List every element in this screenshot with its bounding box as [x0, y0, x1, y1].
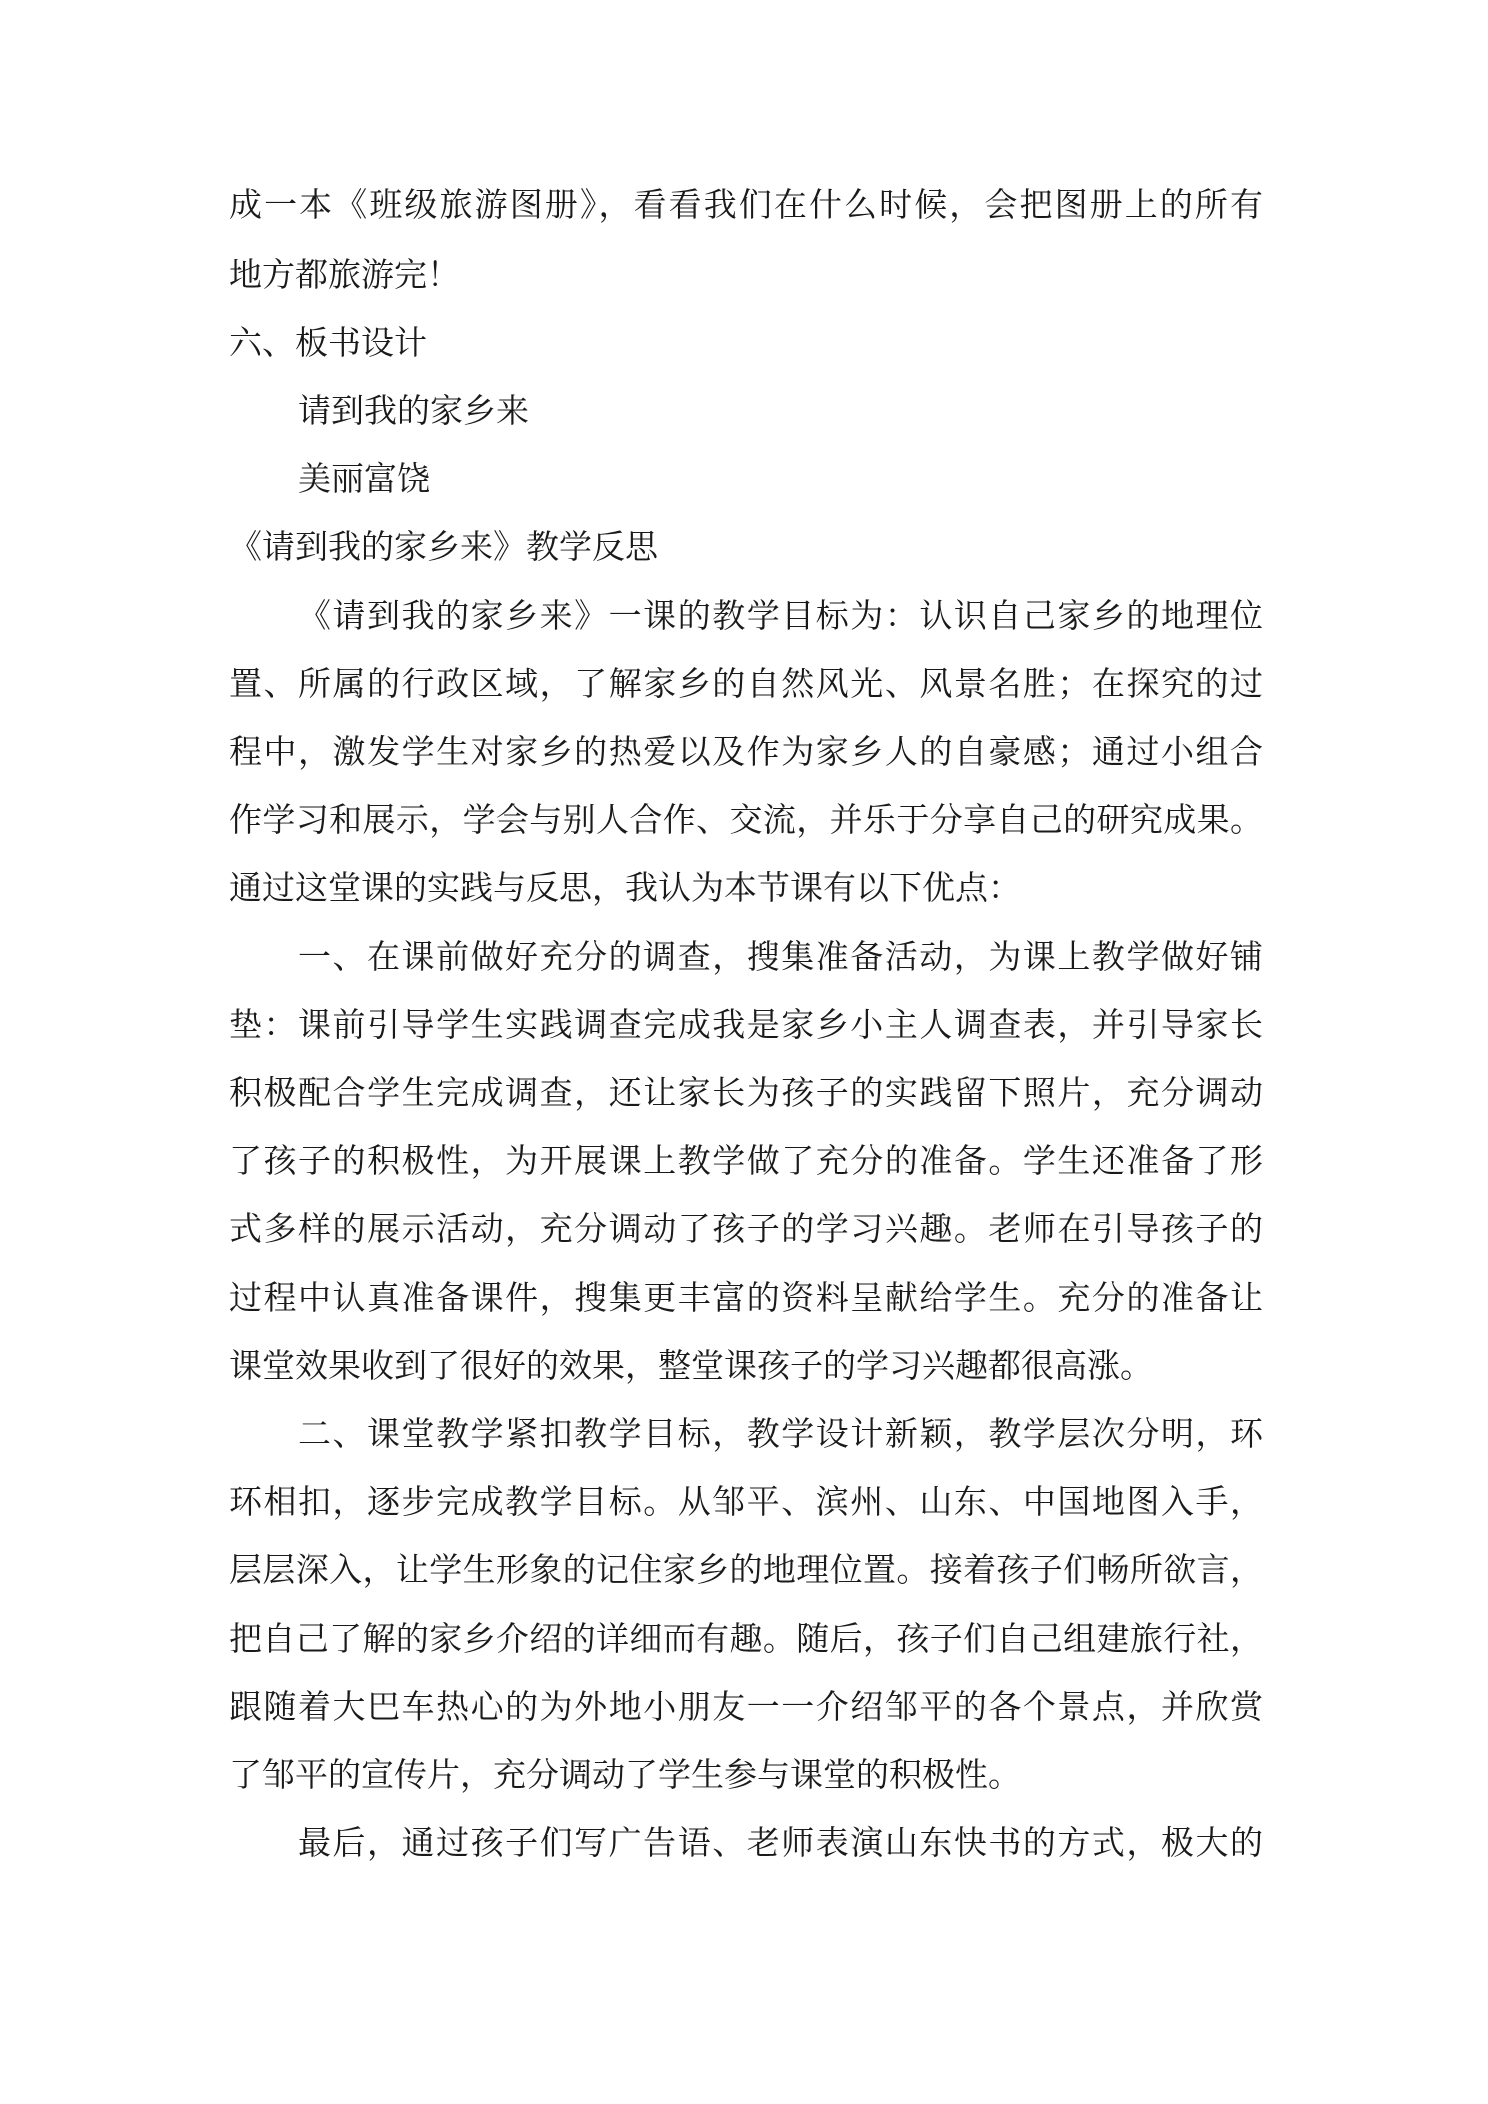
- text-line: 式多样的展示活动，充分调动了孩子的学习兴趣。老师在引导孩子的: [229, 1209, 1263, 1248]
- text-line: 《请到我的家乡来》一课的教学目标为：认识自己家乡的地理位: [298, 596, 1263, 635]
- board-design-line: 美丽富饶: [298, 459, 430, 498]
- text-line: 成一本《班级旅游图册》，看看我们在什么时候，会把图册上的所有: [229, 185, 1263, 224]
- text-line: 课堂效果收到了很好的效果，整堂课孩子的学习兴趣都很高涨。: [229, 1346, 1153, 1385]
- board-design-line: 请到我的家乡来: [298, 391, 529, 430]
- section-heading: 六、板书设计: [229, 323, 427, 362]
- text-line: 垫：课前引导学生实践调查完成我是家乡小主人调查表，并引导家长: [229, 1005, 1263, 1044]
- text-line: 环相扣，逐步完成教学目标。从邹平、滨州、山东、中国地图入手，: [229, 1482, 1263, 1521]
- text-line: 程中，激发学生对家乡的热爱以及作为家乡人的自豪感；通过小组合: [229, 732, 1263, 771]
- text-line: 了孩子的积极性，为开展课上教学做了充分的准备。学生还准备了形: [229, 1141, 1263, 1180]
- text-line: 层层深入，让学生形象的记住家乡的地理位置。接着孩子们畅所欲言，: [229, 1550, 1263, 1589]
- text-line: 积极配合学生完成调查，还让家长为孩子的实践留下照片，充分调动: [229, 1073, 1263, 1112]
- text-line: 了邹平的宣传片，充分调动了学生参与课堂的积极性。: [229, 1755, 1021, 1794]
- text-line: 置、所属的行政区域，了解家乡的自然风光、风景名胜；在探究的过: [229, 664, 1263, 703]
- text-line: 二、课堂教学紧扣教学目标，教学设计新颖，教学层次分明，环: [298, 1414, 1263, 1453]
- reflection-title: 《请到我的家乡来》教学反思: [229, 527, 658, 566]
- text-line: 地方都旅游完！: [229, 255, 460, 294]
- text-line: 通过这堂课的实践与反思，我认为本节课有以下优点：: [229, 868, 1021, 907]
- text-line: 一、在课前做好充分的调查，搜集准备活动，为课上教学做好铺: [298, 937, 1263, 976]
- text-line: 过程中认真准备课件，搜集更丰富的资料呈献给学生。充分的准备让: [229, 1278, 1263, 1317]
- text-line: 作学习和展示，学会与别人合作、交流，并乐于分享自己的研究成果。: [229, 800, 1263, 839]
- text-line: 跟随着大巴车热心的为外地小朋友一一介绍邹平的各个景点，并欣赏: [229, 1687, 1263, 1726]
- text-line: 把自己了解的家乡介绍的详细而有趣。随后，孩子们自己组建旅行社，: [229, 1619, 1263, 1658]
- text-line: 最后，通过孩子们写广告语、老师表演山东快书的方式，极大的: [298, 1823, 1263, 1862]
